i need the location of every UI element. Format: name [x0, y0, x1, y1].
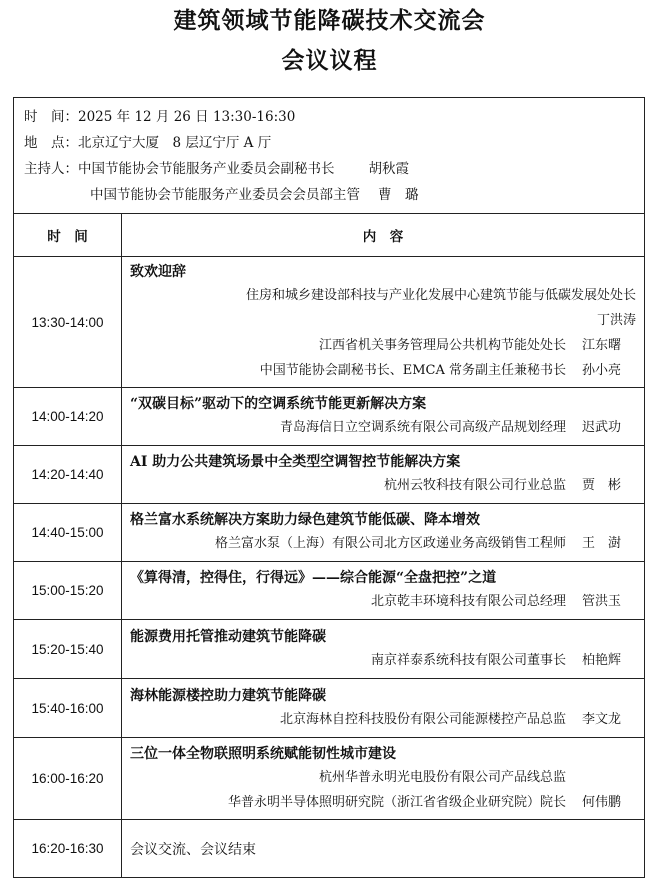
col-time-header: 时 间: [14, 214, 122, 257]
row-content: [122, 679, 645, 738]
row-topic: 会议交流、会议结束: [122, 820, 645, 878]
info-block: [14, 98, 645, 214]
row-topic: 能源费用托管推动建筑节能降碳: [130, 628, 326, 645]
speaker-line: [130, 589, 636, 614]
speaker-title: 北京海林自控科技股份有限公司能源楼控产品总监: [279, 711, 566, 727]
speaker-title: 华普永明半导体照明研究院（浙江省省级企业研究院）院长: [227, 794, 566, 810]
row-time: 16:20-16:30: [14, 820, 122, 878]
host-name: 胡秋霞: [368, 161, 409, 177]
row-time: 15:00-15:20: [14, 562, 122, 620]
row-content: [122, 562, 645, 620]
speaker-title: 北京乾丰环境科技有限公司总经理: [370, 594, 566, 609]
table-row: [14, 446, 645, 504]
speaker-line: [130, 531, 636, 556]
row-content: [122, 738, 645, 820]
host-label: 主持人：: [24, 161, 78, 177]
info-place: [24, 130, 634, 156]
row-topic: 海林能源楼控助力建筑节能降碳: [130, 687, 326, 704]
speaker-name: 贾 彬: [582, 478, 622, 493]
table-header: [14, 214, 645, 257]
speaker-line: [130, 765, 636, 790]
speaker-line: [130, 473, 636, 498]
speaker-name: 江东曙: [582, 338, 622, 353]
row-topic: “双碳目标”驱动下的空调系统节能更新解决方案: [130, 396, 427, 412]
row-topic: 格兰富水系统解决方案助力绿色建筑节能低碳、降本增效: [130, 512, 480, 528]
table-row: [14, 257, 645, 388]
row-content: [122, 257, 645, 388]
host-title: 中国节能协会节能服务产业委员会会员部主管: [90, 187, 360, 203]
speaker-name: 管洪玉: [582, 594, 622, 609]
speaker-name: 李文龙: [582, 711, 622, 727]
speaker-line: [130, 333, 636, 358]
row-time: 15:20-15:40: [14, 620, 122, 679]
table-row: [14, 679, 645, 738]
info-host: [24, 156, 634, 182]
row-topic: 《算得清，控得住，行得远》——综合能源“全盘把控”之道: [130, 570, 497, 586]
row-content: [122, 388, 645, 446]
speaker-name: 柏艳辉: [582, 652, 622, 668]
row-topic: AI 助力公共建筑场景中全类型空调智控节能解决方案: [130, 454, 461, 470]
speaker-title: 中国节能协会副秘书长、EMCA 常务副主任兼秘书长: [259, 363, 566, 378]
row-content: [122, 446, 645, 504]
info-host-2: [24, 182, 634, 208]
speaker-line: [130, 358, 636, 383]
row-time: 14:40-15:00: [14, 504, 122, 562]
speaker-title: 杭州华普永明光电股份有限公司产品线总监: [318, 769, 566, 785]
row-topic: 致欢迎辞: [130, 264, 186, 280]
row-time: 13:30-14:00: [14, 257, 122, 388]
table-row: [14, 820, 645, 878]
speaker-line: [130, 648, 636, 673]
speaker-line: [130, 707, 636, 732]
table-row: [14, 620, 645, 679]
speaker-name: 孙小亮: [582, 363, 622, 378]
speaker-name: 何伟鹏: [582, 794, 622, 810]
col-content-header: 内 容: [122, 214, 645, 257]
place-value: 北京辽宁大厦 8 层辽宁厅 A 厅: [78, 135, 272, 151]
time-value: 2025 年 12 月 26 日 13:30-16:30: [78, 109, 296, 125]
table-row: [14, 388, 645, 446]
host-title: 中国节能协会节能服务产业委员会副秘书长: [78, 161, 335, 177]
speaker-title: 江西省机关事务管理局公共机构节能处处长: [318, 338, 566, 353]
speaker-name: 王 澍: [582, 536, 622, 551]
row-content: [122, 504, 645, 562]
row-topic: 三位一体全物联照明系统赋能韧性城市建设: [130, 745, 396, 762]
speaker-title: 格兰富水泵（上海）有限公司北方区政递业务高级销售工程师: [214, 536, 566, 551]
speaker-title: 青岛海信日立空调系统有限公司高级产品规划经理: [279, 420, 566, 435]
host-name: 曹 璐: [378, 187, 419, 203]
info-time: [24, 104, 634, 130]
speaker-title: 杭州云牧科技有限公司行业总监: [383, 478, 566, 493]
row-time: 15:40-16:00: [14, 679, 122, 738]
row-time: 14:20-14:40: [14, 446, 122, 504]
agenda-table: [13, 97, 645, 878]
row-time: 16:00-16:20: [14, 738, 122, 820]
row-content: [122, 620, 645, 679]
row-time: 14:00-14:20: [14, 388, 122, 446]
speaker-line: [130, 415, 636, 440]
time-label: 时 间：: [24, 109, 78, 125]
place-label: 地 点：: [24, 135, 78, 151]
speaker-line: [130, 790, 636, 815]
speaker-name: 丁洪涛: [596, 313, 636, 328]
speaker-title: 南京祥泰系统科技有限公司董事长: [370, 652, 566, 668]
table-row: [14, 504, 645, 562]
table-row: [14, 738, 645, 820]
speaker-name: 迟武功: [582, 420, 622, 435]
table-row: [14, 562, 645, 620]
speaker-title: 住房和城乡建设部科技与产业化发展中心建筑节能与低碳发展处处长: [245, 288, 636, 303]
page-subtitle: 会议议程: [281, 47, 378, 74]
page-title: 建筑领域节能降碳技术交流会: [173, 7, 486, 34]
